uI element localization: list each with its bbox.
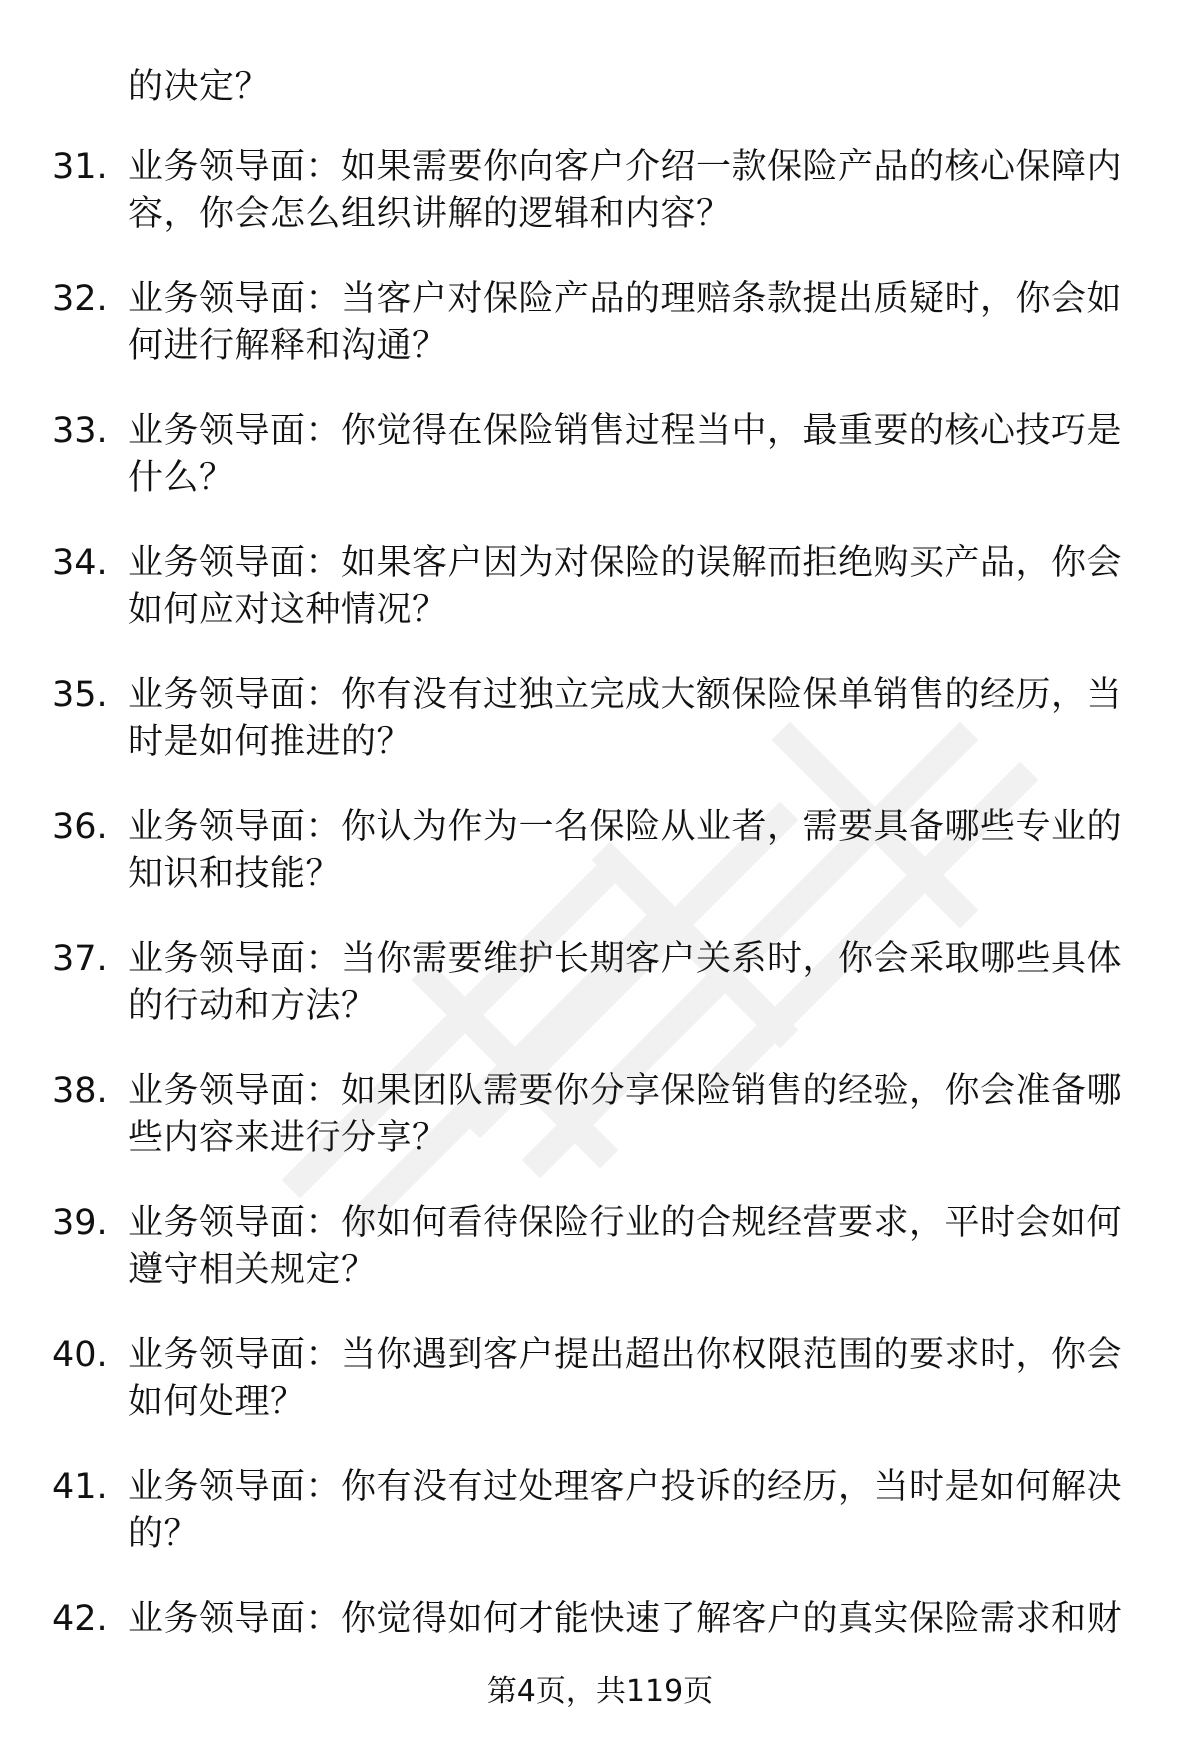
- question-number: 40.: [52, 1335, 108, 1375]
- question-text-line1: 业务领导面：你觉得在保险销售过程当中，最重要的核心技巧是: [128, 411, 1123, 451]
- list-item: [0, 670, 1200, 802]
- list-item: [0, 1462, 1200, 1594]
- list-item: [0, 1066, 1200, 1198]
- question-text-line2: 时是如何推进的？: [128, 722, 413, 762]
- question-number: 37.: [52, 939, 108, 979]
- question-text-line2: 些内容来进行分享？: [128, 1118, 448, 1158]
- question-text-line2: 遵守相关规定？: [128, 1250, 377, 1290]
- question-text-line2: 的？: [128, 1514, 200, 1554]
- list-item: [0, 142, 1200, 274]
- question-text-line1: 业务领导面：你认为作为一名保险从业者，需要具备哪些专业的: [128, 807, 1123, 847]
- question-number: 35.: [52, 675, 108, 715]
- list-item: [0, 406, 1200, 538]
- question-number: 38.: [52, 1071, 108, 1111]
- question-text-line2: 的行动和方法？: [128, 986, 377, 1026]
- question-number: 32.: [52, 279, 108, 319]
- list-item: [0, 538, 1200, 670]
- question-text-line2: 如何处理？: [128, 1382, 306, 1422]
- question-text-line1: 业务领导面：你如何看待保险行业的合规经营要求，平时会如何: [128, 1203, 1123, 1243]
- question-text-line2: 知识和技能？: [128, 854, 342, 894]
- question-text-line1: 业务领导面：如果客户因为对保险的误解而拒绝购买产品，你会: [128, 543, 1123, 583]
- page-footer: 第4页，共119页: [486, 1674, 714, 1709]
- question-text-line2: 容，你会怎么组织讲解的逻辑和内容？: [128, 194, 732, 234]
- question-number: 31.: [52, 147, 108, 187]
- question-number: 34.: [52, 543, 108, 583]
- list-item: [0, 1198, 1200, 1330]
- question-text-line1: 业务领导面：你有没有过处理客户投诉的经历，当时是如何解决: [128, 1467, 1123, 1507]
- question-list: [0, 142, 1200, 1726]
- list-item: [0, 934, 1200, 1066]
- list-item: [0, 802, 1200, 934]
- question-number: 39.: [52, 1203, 108, 1243]
- list-item: [0, 274, 1200, 406]
- list-item: [0, 1330, 1200, 1462]
- question-text-line2: 什么？: [128, 458, 235, 498]
- question-text-line1: 业务领导面：你有没有过独立完成大额保险保单销售的经历，当: [128, 675, 1123, 715]
- question-text-line1: 业务领导面：如果团队需要你分享保险销售的经验，你会准备哪: [128, 1071, 1123, 1111]
- question-text-line1: 业务领导面：当你需要维护长期客户关系时，你会采取哪些具体: [128, 939, 1123, 979]
- question-text-line2: 如何应对这种情况？: [128, 590, 448, 630]
- continuation-text: 的决定？: [128, 67, 271, 107]
- question-text-line1: 业务领导面：当客户对保险产品的理赔条款提出质疑时，你会如: [128, 279, 1123, 319]
- question-number: 36.: [52, 807, 108, 847]
- question-number: 33.: [52, 411, 108, 451]
- question-number: 42.: [52, 1599, 108, 1639]
- question-text-line1: 业务领导面：如果需要你向客户介绍一款保险产品的核心保障内: [128, 147, 1123, 187]
- question-text-line1: 业务领导面：你觉得如何才能快速了解客户的真实保险需求和财: [128, 1599, 1123, 1639]
- question-text-line2: 何进行解释和沟通？: [128, 326, 448, 366]
- question-text-line1: 业务领导面：当你遇到客户提出超出你权限范围的要求时，你会: [128, 1335, 1123, 1375]
- question-number: 41.: [52, 1467, 108, 1507]
